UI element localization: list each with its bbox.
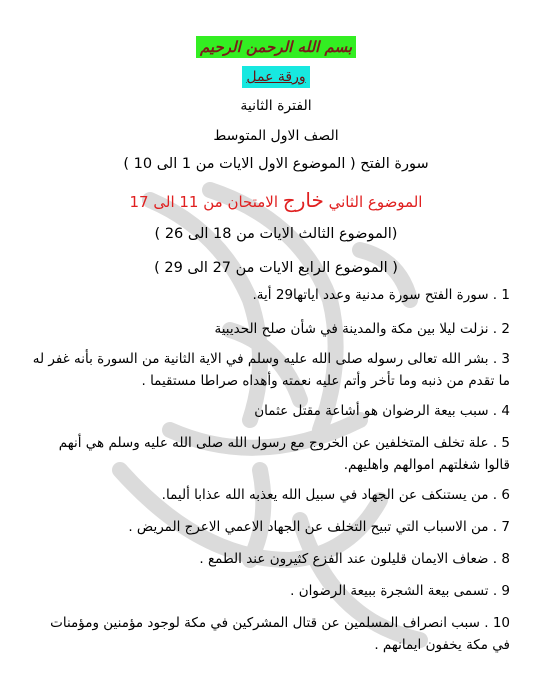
item-text: . بشر الله تعالى رسوله صلى الله عليه وسلم في الاية الثانية من السورة بأنه غفر له ما تقدم من ذنبه وما تأخر وأتم عليه نعمته وأهداه صراطا مستقيما . xyxy=(32,351,510,389)
item-number: 10 xyxy=(492,615,510,631)
item-text: . سبب بيعة الرضوان هو أشاعة مقتل عثمان xyxy=(254,403,498,419)
list-item xyxy=(32,484,510,506)
worksheet-title xyxy=(0,66,552,88)
term-label: الفترة الثانية xyxy=(240,98,312,114)
list-item xyxy=(32,348,510,392)
item-text: . سورة الفتح سورة مدنية وعدد اياتها29 أية. xyxy=(252,287,498,303)
list-item xyxy=(32,516,510,538)
list-item xyxy=(32,284,510,306)
item-number: 6 xyxy=(501,487,510,503)
item-text: . من يستنكف عن الجهاد في سبيل الله يعذبه الله عذابا أليما. xyxy=(161,487,498,503)
topic-3-line: (الموضوع الثالث الايات من 18 الى 26 ) xyxy=(154,226,398,242)
worksheet-title-text: ورقة عمل xyxy=(242,66,309,88)
list-item xyxy=(32,318,510,340)
item-number: 7 xyxy=(501,519,510,535)
item-number: 2 xyxy=(501,321,510,337)
item-text: . سبب انصراف المسلمين عن قتال المشركين في مكة لوجود مؤمنين ومؤمنات في مكة يخفون ايمانهم . xyxy=(50,615,510,653)
item-number: 5 xyxy=(501,435,510,451)
basmala-heading xyxy=(0,36,552,58)
topic-2-line xyxy=(0,188,552,212)
topic-2-outside-word: خارج xyxy=(282,188,324,212)
list-item xyxy=(32,580,510,602)
grade-label: الصف الاول المتوسط xyxy=(213,128,339,144)
item-number: 3 xyxy=(501,351,510,367)
topic-4-line: ( الموضوع الرابع الايات من 27 الى 29 ) xyxy=(154,260,398,276)
list-item xyxy=(32,432,510,476)
topic-2-prefix: الموضوع الثاني xyxy=(323,193,423,211)
item-number: 8 xyxy=(501,551,510,567)
item-number: 9 xyxy=(501,583,510,599)
item-text: . نزلت ليلا بين مكة والمدينة في شأن صلح الحديبية xyxy=(214,321,498,337)
list-item xyxy=(32,612,510,656)
basmala-text: بسم الله الرحمن الرحيم xyxy=(196,36,356,58)
list-item xyxy=(32,548,510,570)
item-text: . علة تخلف المتخلفين عن الخروج مع رسول الله صلى الله عليه وسلم هي أنهم قالوا شغلتهم اموالهم واهليهم. xyxy=(58,435,510,473)
item-number: 4 xyxy=(501,403,510,419)
topic-1-line: سورة الفتح ( الموضوع الاول الايات من 1 الى 10 ) xyxy=(123,156,429,172)
list-item xyxy=(32,400,510,422)
item-text: . ضعاف الايمان قليلون عند الفزع كثيرون عند الطمع . xyxy=(199,551,498,567)
topic-2-suffix: الامتحان من 11 الى 17 xyxy=(129,193,283,211)
item-text: . تسمى بيعة الشجرة ببيعة الرضوان . xyxy=(290,583,498,599)
item-text: . من الاسباب التي تبيح التخلف عن الجهاد الاعمي الاعرج المريض . xyxy=(128,519,498,535)
item-number: 1 xyxy=(501,287,510,303)
